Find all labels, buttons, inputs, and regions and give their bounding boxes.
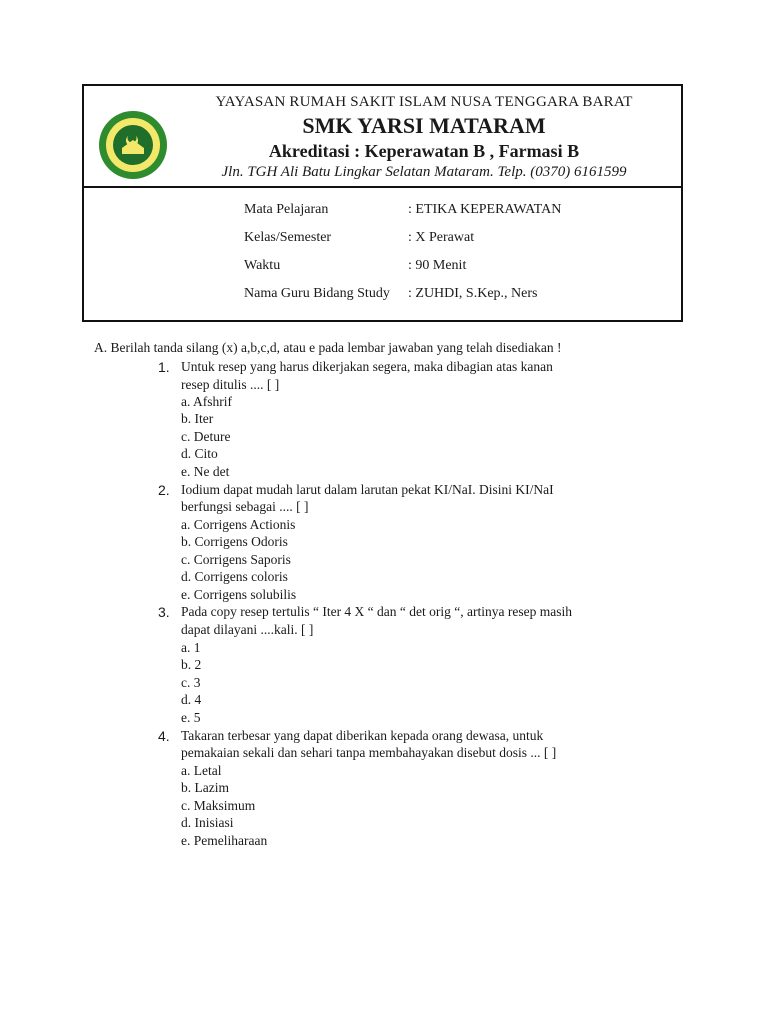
answer-option: e. Pemeliharaan <box>181 833 268 848</box>
answer-option: b. Iter <box>181 411 214 426</box>
answer-option: a. Letal <box>181 763 222 778</box>
answer-option: c. Deture <box>181 429 231 444</box>
info-label-teacher: Nama Guru Bidang Study <box>244 286 390 301</box>
accreditation-line: Akreditasi : Keperawatan B , Farmasi B <box>268 141 580 161</box>
answer-option: c. 3 <box>181 675 201 690</box>
answer-option: b. Lazim <box>181 780 229 795</box>
question-text: berfungsi sebagai .... [ ] <box>181 499 309 514</box>
answer-option: d. Inisiasi <box>181 815 234 830</box>
answer-option: a. 1 <box>181 640 201 655</box>
info-value-class: : X Perawat <box>408 230 475 245</box>
info-value-subject: : ETIKA KEPERAWATAN <box>408 202 562 217</box>
school-address: Jln. TGH Ali Batu Lingkar Selatan Mataram. Telp. (0370) 6161599 <box>221 164 627 180</box>
answer-option: c. Corrigens Saporis <box>181 552 291 567</box>
info-value-teacher: : ZUHDI, S.Kep., Ners <box>408 286 538 301</box>
info-label-class: Kelas/Semester <box>244 230 332 245</box>
question-text: Iodium dapat mudah larut dalam larutan pekat KI/NaI. Disini KI/NaI <box>181 482 554 497</box>
question-text: Untuk resep yang harus dikerjakan segera, maka dibagian atas kanan <box>181 359 553 374</box>
answer-option: d. 4 <box>181 692 202 707</box>
info-label-subject: Mata Pelajaran <box>244 202 329 217</box>
question-number: 2. <box>158 482 170 498</box>
school-name: SMK YARSI MATARAM <box>302 113 546 138</box>
question-text: Takaran terbesar yang dapat diberikan kepada orang dewasa, untuk <box>181 728 544 743</box>
question-number: 4. <box>158 728 170 744</box>
answer-option: a. Afshrif <box>181 394 232 409</box>
question-text: pemakaian sekali dan sehari tanpa membahayakan disebut dosis ... [ ] <box>181 745 557 760</box>
info-value-time: : 90 Menit <box>408 258 467 273</box>
foundation-name: YAYASAN RUMAH SAKIT ISLAM NUSA TENGGARA BARAT <box>215 94 633 110</box>
answer-option: e. Ne det <box>181 464 230 479</box>
question-text: resep ditulis .... [ ] <box>181 377 280 392</box>
answer-option: d. Cito <box>181 446 218 461</box>
question-number: 1. <box>158 359 170 375</box>
answer-option: e. 5 <box>181 710 201 725</box>
info-label-time: Waktu <box>244 258 281 273</box>
question-text: Pada copy resep tertulis “ Iter 4 X “ dan “ det orig “, artinya resep masih <box>181 604 572 619</box>
answer-option: b. Corrigens Odoris <box>181 534 288 549</box>
header-divider <box>84 186 681 188</box>
answer-option: c. Maksimum <box>181 798 256 813</box>
answer-option: a. Corrigens Actionis <box>181 517 296 532</box>
answer-option: d. Corrigens coloris <box>181 569 288 584</box>
question-text: dapat dilayani ....kali. [ ] <box>181 622 314 637</box>
section-instruction: A. Berilah tanda silang (x) a,b,c,d, atau e pada lembar jawaban yang telah disediakan ! <box>94 340 562 355</box>
question-number: 3. <box>158 604 170 620</box>
answer-option: b. 2 <box>181 657 202 672</box>
letterhead-box <box>82 84 683 322</box>
answer-option: e. Corrigens solubilis <box>181 587 297 602</box>
